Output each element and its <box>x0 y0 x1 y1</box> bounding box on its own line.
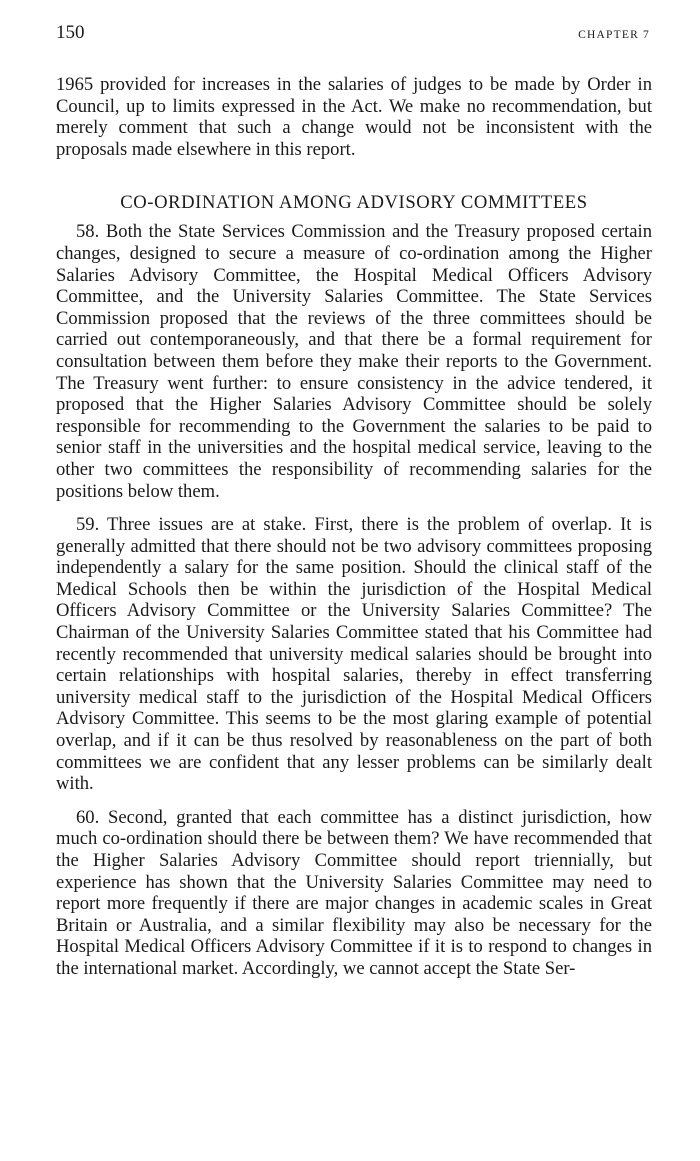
page-header <box>56 22 652 56</box>
chapter-label: CHAPTER 7 <box>578 29 650 41</box>
paragraph-58: 58. Both the State Services Commission and the Treasury proposed certain changes, designed to secure a measure of co-ordination among the Higher Salaries Advisory Committee, the Hospital Medical Officers Advisory Committee, and the University Salaries Committee. The State Services Commission proposed that the reviews of the three committees should be carried out contemporaneously, and that there be a formal requirement for consultation between them before they make their reports to the Government. The Treasury went further: to ensure consistency in the advice tendered, it proposed that the Higher Salaries Advisory Committee should be solely responsible for recommending to the Government the salaries to be paid to senior staff in the universities and the hospital medical service, leaving to the other two committees the responsibility of recommending salaries for the positions below them. <box>56 221 652 502</box>
paragraph-60: 60. Second, granted that each committee has a distinct jurisdiction, how much co-ordination should there be between them? We have recommended that the Higher Salaries Advisory Committee should report triennially, but experience has shown that the University Salaries Committee may need to report more frequently if there are major changes in academic scales in Great Britain or Australia, and a similar flexibility may also be necessary for the Hospital Medical Officers Advisory Committee if it is to respond to changes in the international market. Accordingly, we cannot accept the State Ser- <box>56 806 652 979</box>
paragraph-59: 59. Three issues are at stake. First, there is the problem of overlap. It is generally admitted that there should not be two advisory committees proposing independently a salary for the same position. Should the clinical staff of the Medical Schools then be within the jurisdiction of the Hospital Medical Officers Advisory Committee or the University Salaries Committee? The Chairman of the University Salaries Committee stated that his Committee had recently recommended that university medical salaries should be brought into certain relationships with hospital salaries, thereby in effect transferring university medical staff to the jurisdiction of the Hospital Medical Officers Advisory Committee. This seems to be the most glaring example of potential overlap, and if it can be thus resolved by reasonableness on the part of both committees we are confident that any lesser problems can be similarly dealt with. <box>56 514 652 795</box>
document-page <box>56 22 652 980</box>
section-heading: CO-ORDINATION AMONG ADVISORY COMMITTEES <box>120 192 588 214</box>
page-number: 150 <box>56 22 85 43</box>
continuation-paragraph: 1965 provided for increases in the salaries of judges to be made by Order in Council, up to limits expressed in the Act. We make no recommendation, but merely comment that such a change would not be inconsistent with the proposals made elsewhere in this report. <box>56 74 652 160</box>
